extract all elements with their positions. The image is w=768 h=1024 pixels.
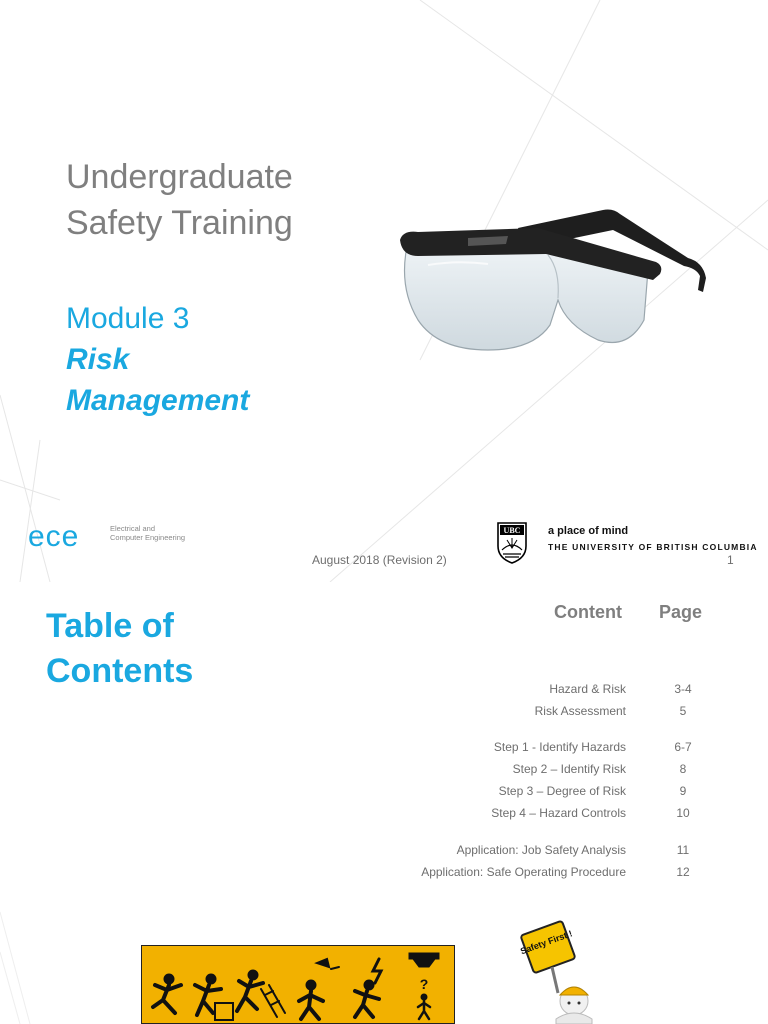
safety-sign-text: Safety First !: [518, 928, 574, 957]
toc-row-content: Application: Job Safety Analysis: [456, 843, 626, 857]
toc-row: [380, 784, 720, 804]
toc-row: [380, 865, 720, 885]
module-label: Module 3: [66, 302, 190, 335]
toc-title-line-1: Table of: [46, 607, 174, 645]
toc-row-content: Application: Safe Operating Procedure: [421, 865, 626, 879]
safety-glasses-icon: [398, 200, 713, 370]
toc-row-content: Step 3 – Degree of Risk: [498, 784, 626, 798]
subtitle-line-1: Risk: [66, 343, 130, 376]
toc-row: [380, 843, 720, 863]
table-of-contents-slide: [0, 582, 768, 1024]
toc-row: [380, 740, 720, 760]
slide-number: 1: [727, 553, 734, 567]
title-line-1: Undergraduate: [66, 158, 293, 196]
toc-row-page: 10: [676, 806, 690, 820]
hazard-pictograms-icon: [141, 945, 455, 1024]
content-column-header: Content: [554, 602, 622, 622]
toc-row: [380, 704, 720, 724]
title-line-2: Safety Training: [66, 204, 293, 242]
svg-text:?: ?: [419, 976, 429, 992]
ubc-tagline: a place of mind: [548, 525, 629, 537]
toc-row-page: 8: [679, 762, 687, 776]
safety-first-figure-icon: [512, 919, 612, 1024]
ece-logo: [28, 520, 188, 560]
toc-row-page: 12: [676, 865, 690, 879]
ubc-name: THE UNIVERSITY OF BRITISH COLUMBIA: [548, 542, 758, 552]
revision-date: August 2018 (Revision 2): [312, 553, 447, 567]
toc-row: [380, 682, 720, 702]
ece-department: Electrical and Computer Engineering: [110, 524, 186, 542]
ubc-crest-icon: [497, 522, 527, 564]
ubc-crest-text: UBC: [503, 526, 521, 535]
toc-row-content: Step 4 – Hazard Controls: [491, 806, 626, 820]
subtitle-line-2: Management: [66, 384, 250, 417]
toc-row-page: 11: [676, 843, 690, 857]
toc-row-page: 3-4: [674, 682, 692, 696]
toc-title-line-2: Contents: [46, 652, 194, 690]
toc-row-page: 9: [679, 784, 687, 798]
toc-row-content: Risk Assessment: [534, 704, 626, 718]
toc-row: [380, 806, 720, 826]
toc-row-page: 6-7: [674, 740, 692, 754]
page-column-header: Page: [659, 602, 703, 622]
toc-row: [380, 762, 720, 782]
toc-row-content: Hazard & Risk: [549, 682, 626, 696]
toc-title: [46, 604, 246, 694]
toc-row-content: Step 2 – Identify Risk: [512, 762, 626, 776]
toc-row-page: 5: [679, 704, 687, 718]
toc-row-content: Step 1 - Identify Hazards: [493, 740, 626, 754]
ece-mark: ece: [28, 520, 80, 553]
